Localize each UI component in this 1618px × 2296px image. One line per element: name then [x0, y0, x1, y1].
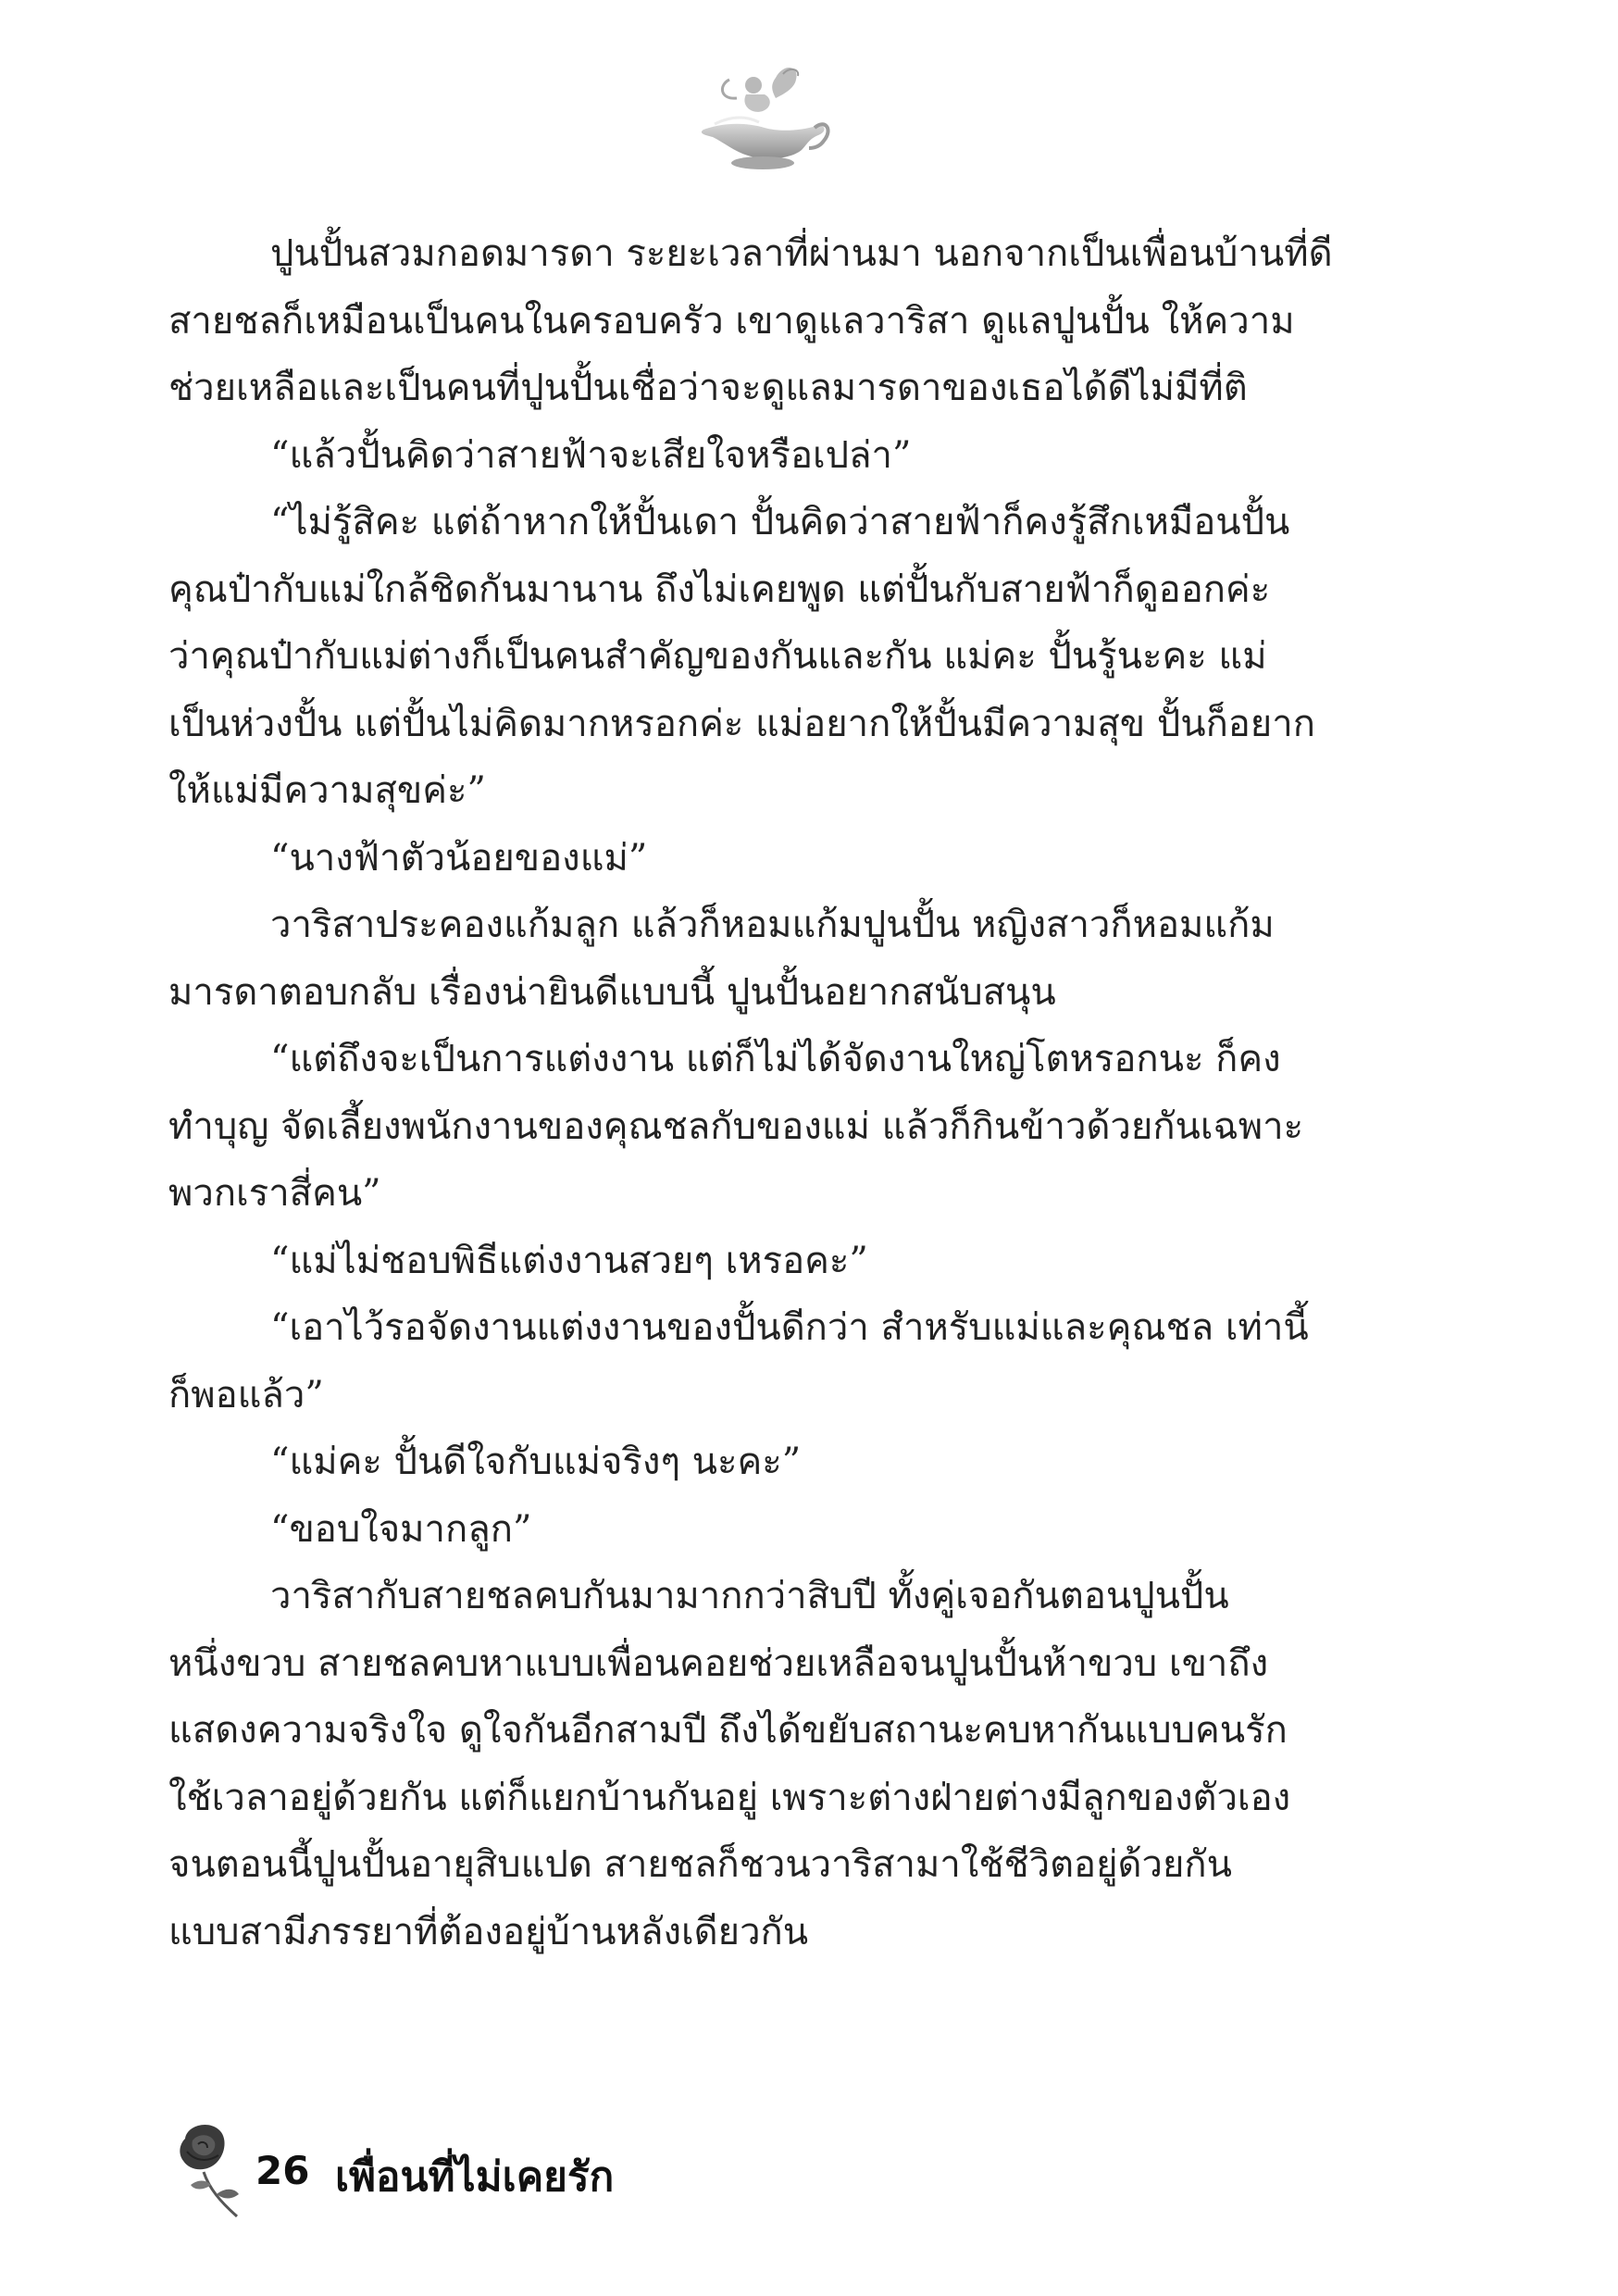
text-line: มารดาตอบกลับ เรื่องน่ายินดีแบบนี้ ปูนปั้นอยากสนับสนุน — [168, 970, 1056, 1014]
text-line: “แม่คะ ปั้นดีใจกับแม่จริงๆ นะคะ” — [270, 1441, 802, 1483]
text-line: สายชลก็เหมือนเป็นคนในครอบครัว เขาดูแลวาริสา ดูแลปูนปั้น ให้ความ — [168, 299, 1295, 343]
text-line: ก็พอแล้ว” — [168, 1373, 324, 1416]
cupid-lamp-ornament-icon — [687, 57, 833, 176]
text-line: “แต่ถึงจะเป็นการแต่งงาน แต่ก็ไม่ได้จัดงานใหญ่โตหรอกนะ ก็คง — [270, 1038, 1281, 1080]
rose-icon — [167, 2120, 246, 2222]
text-line: “เอาไว้รอจัดงานแต่งงานของปั้นดีกว่า สำหรับแม่และคุณชล เท่านี้ — [270, 1306, 1309, 1349]
text-line: เป็นห่วงปั้น แต่ปั้นไม่คิดมากหรอกค่ะ แม่อยากให้ปั้นมีความสุข ปั้นก็อยาก — [168, 702, 1315, 745]
text-line: ช่วยเหลือและเป็นคนที่ปูนปั้นเชื่อว่าจะดูแลมารดาของเธอได้ดีไม่มีที่ติ — [168, 367, 1248, 409]
text-line: วาริสากับสายชลคบกันมามากกว่าสิบปี ทั้งคู่เจอกันตอนปูนปั้น — [270, 1575, 1229, 1617]
text-line: “ขอบใจมากลูก” — [270, 1507, 532, 1551]
story-body — [168, 220, 1363, 1965]
text-line: คุณป๋ากับแม่ใกล้ชิดกันมานาน ถึงไม่เคยพูด แต่ปั้นกับสายฟ้าก็ดูออกค่ะ — [168, 568, 1271, 611]
text-line: ให้แม่มีความสุขค่ะ” — [168, 769, 486, 812]
text-line: ใช้เวลาอยู่ด้วยกัน แต่ก็แยกบ้านกันอยู่ เพราะต่างฝ่ายต่างมีลูกของตัวเอง — [168, 1776, 1291, 1819]
text-line: “ไม่รู้สิคะ แต่ถ้าหากให้ปั้นเดา ปั้นคิดว่าสายฟ้าก็คงรู้สึกเหมือนปั้น — [270, 501, 1290, 543]
text-line: จนตอนนี้ปูนปั้นอายุสิบแปด สายชลก็ชวนวาริสามาใช้ชีวิตอยู่ด้วยกัน — [168, 1843, 1232, 1886]
text-line: ว่าคุณป๋ากับแม่ต่างก็เป็นคนสำคัญของกันและกัน แม่คะ ปั้นรู้นะคะ แม่ — [168, 635, 1267, 678]
page-number: 26 — [255, 2148, 310, 2193]
text-line: วาริสาประคองแก้มลูก แล้วก็หอมแก้มปูนปั้น หญิงสาวก็หอมแก้ม — [270, 904, 1275, 946]
page-footer — [167, 2120, 815, 2231]
text-line: “นางฟ้าตัวน้อยของแม่” — [270, 836, 648, 880]
text-line: แบบสามีภรรยาที่ต้องอยู่บ้านหลังเดียวกัน — [168, 1910, 809, 1953]
book-title: เพื่อนที่ไม่เคยรัก — [335, 2153, 615, 2201]
text-line: แสดงความจริงใจ ดูใจกันอีกสามปี ถึงได้ขยับสถานะคบหากันแบบคนรัก — [168, 1709, 1288, 1752]
text-line: “แล้วปั้นคิดว่าสายฟ้าจะเสียใจหรือเปล่า” — [270, 433, 912, 477]
text-line: พวกเราสี่คน” — [168, 1172, 381, 1215]
text-line: ทำบุญ จัดเลี้ยงพนักงานของคุณชลกับของแม่ แล้วก็กินข้าวด้วยกันเฉพาะ — [168, 1104, 1304, 1148]
text-line: หนึ่งขวบ สายชลคบหาแบบเพื่อนคอยช่วยเหลือจนปูนปั้นห้าขวบ เขาถึง — [168, 1641, 1269, 1685]
text-line: ปูนปั้นสวมกอดมารดา ระยะเวลาที่ผ่านมา นอกจากเป็นเพื่อนบ้านที่ดี — [270, 232, 1333, 275]
text-line: “แม่ไม่ชอบพิธีแต่งงานสวยๆ เหรอคะ” — [270, 1239, 868, 1282]
